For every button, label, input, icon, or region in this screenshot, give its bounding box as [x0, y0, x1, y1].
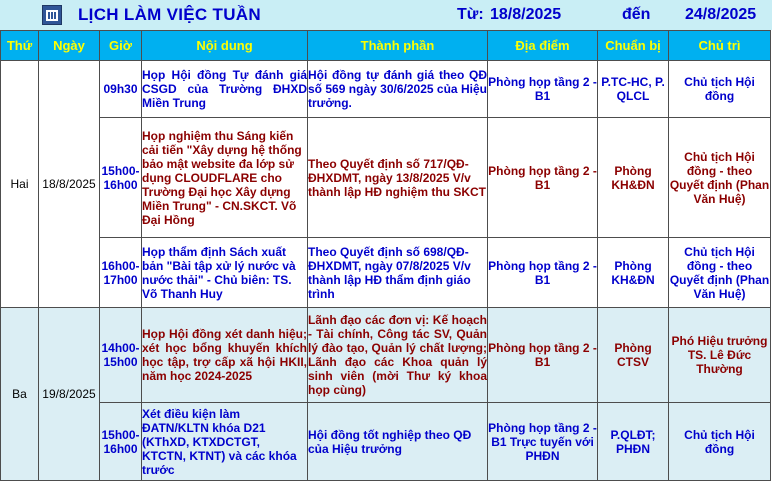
- schedule-table: [0, 30, 771, 481]
- col-header-preparation: Chuẩn bị: [598, 31, 669, 61]
- col-header-time: Giờ: [100, 31, 142, 61]
- content-cell: Họp nghiệm thu Sáng kiến cải tiến "Xây dựng hệ thống bảo mật website đa lớp sử dụng CLOUDFLARE cho Trường Đại học Xây dựng Miền Trung" - CN.SKCT. Võ Đại Hồng: [142, 118, 308, 238]
- date-cell: 18/8/2025: [39, 61, 100, 308]
- col-header-content: Nội dung: [142, 31, 308, 61]
- weekday-cell: Ba: [1, 308, 39, 481]
- table-header-row: [1, 31, 771, 61]
- chair-cell: Chủ tịch Hội đồng: [669, 61, 771, 118]
- col-header-participants: Thành phần: [308, 31, 488, 61]
- location-cell: Phòng họp tầng 2 - B1: [488, 308, 598, 403]
- table-row: [1, 238, 771, 308]
- to-date: 24/8/2025: [685, 6, 757, 23]
- location-cell: Phòng họp tầng 2 - B1: [488, 61, 598, 118]
- content-cell: Họp Hội đồng xét danh hiệu; xét học bổng khuyến khích học tập, trợ cấp xã hội HKII, năm học 2024-2025: [142, 308, 308, 403]
- preparation-cell: P.QLĐT; PHĐN: [598, 403, 669, 481]
- time-cell: 14h00-15h00: [100, 308, 142, 403]
- preparation-cell: P.TC-HC, P. QLCL: [598, 61, 669, 118]
- location-cell: Phòng họp tầng 2 - B1: [488, 118, 598, 238]
- page-title: LỊCH LÀM VIỆC TUẦN: [78, 5, 261, 24]
- school-logo-icon: [42, 5, 62, 25]
- location-cell: Phòng họp tầng 2 - B1 Trực tuyến với PHĐN: [488, 403, 598, 481]
- time-cell: 15h00-16h00: [100, 403, 142, 481]
- to-label: đến: [622, 6, 651, 23]
- participants-cell: Hội đồng tốt nghiệp theo QĐ của Hiệu trưởng: [308, 403, 488, 481]
- content-cell: Họp Hội đồng Tự đánh giá CSGD của Trường ĐHXD Miền Trung: [142, 61, 308, 118]
- location-cell: Phòng họp tầng 2 - B1: [488, 238, 598, 308]
- weekday-cell: Hai: [1, 61, 39, 308]
- chair-cell: Chủ tịch Hội đồng - theo Quyết định (Phan Văn Huệ): [669, 118, 771, 238]
- from-label: Từ:: [457, 6, 484, 23]
- preparation-cell: Phòng CTSV: [598, 308, 669, 403]
- table-row: [1, 403, 771, 481]
- from-date: 18/8/2025: [490, 6, 562, 23]
- date-cell: 19/8/2025: [39, 308, 100, 481]
- table-row: [1, 61, 771, 118]
- chair-cell: Phó Hiệu trưởng TS. Lê Đức Thường: [669, 308, 771, 403]
- time-cell: 16h00-17h00: [100, 238, 142, 308]
- title-bar: [0, 0, 772, 30]
- table-row: [1, 118, 771, 238]
- preparation-cell: Phòng KH&ĐN: [598, 238, 669, 308]
- col-header-location: Địa điểm: [488, 31, 598, 61]
- col-header-weekday: Thứ: [1, 31, 39, 61]
- table-row: [1, 308, 771, 403]
- participants-cell: Lãnh đạo các đơn vị: Kế hoạch - Tài chính, Công tác SV, Quản lý đào tạo, Quản lý chất lượng; Lãnh đạo các Khoa quản lý sinh viên (mời Thư ký khoa họp cùng): [308, 308, 488, 403]
- col-header-chair: Chủ trì: [669, 31, 771, 61]
- participants-cell: Hội đồng tự đánh giá theo QĐ số 569 ngày 30/6/2025 của Hiệu trưởng.: [308, 61, 488, 118]
- participants-cell: Theo Quyết định số 698/QĐ-ĐHXDMT, ngày 07/8/2025 V/v thành lập HĐ thẩm định giáo trình: [308, 238, 488, 308]
- content-cell: Họp thẩm định Sách xuất bản "Bài tập xử lý nước và nước thải" - Chủ biên: TS. Võ Thanh Huy: [142, 238, 308, 308]
- time-cell: 09h30: [100, 61, 142, 118]
- chair-cell: Chủ tịch Hội đồng: [669, 403, 771, 481]
- time-cell: 15h00-16h00: [100, 118, 142, 238]
- chair-cell: Chủ tịch Hội đồng - theo Quyết định (Phan Văn Huệ): [669, 238, 771, 308]
- preparation-cell: Phòng KH&ĐN: [598, 118, 669, 238]
- col-header-date: Ngày: [39, 31, 100, 61]
- participants-cell: Theo Quyết định số 717/QĐ-ĐHXDMT, ngày 13/8/2025 V/v thành lập HĐ nghiệm thu SKCT: [308, 118, 488, 238]
- content-cell: Xét điều kiện làm ĐATN/KLTN khóa D21 (KThXD, KTXDCTGT, KTCTN, KTNT) và các khóa trước: [142, 403, 308, 481]
